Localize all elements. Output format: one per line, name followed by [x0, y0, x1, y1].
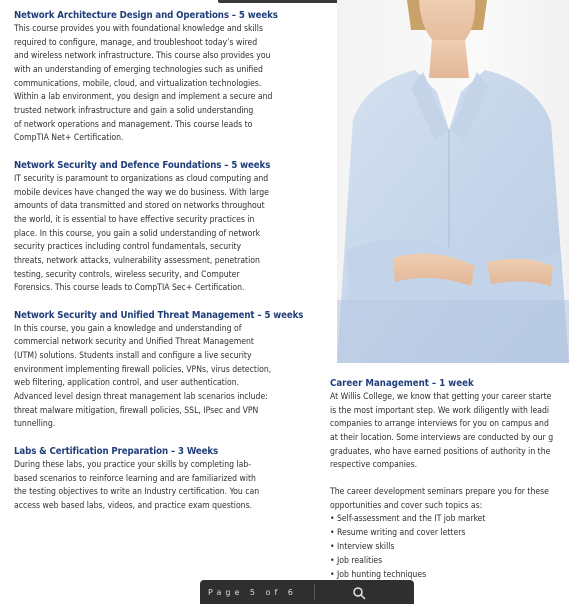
- list-item: • Self-assessment and the IT job market: [330, 514, 486, 525]
- pdf-viewer-toolbar[interactable]: [200, 580, 414, 604]
- career-title: Career Management – 1 week: [330, 378, 474, 389]
- list-item: • Job hunting techniques: [330, 569, 427, 580]
- zoom-icon[interactable]: [352, 585, 366, 604]
- toolbar-divider: [314, 584, 315, 600]
- list-item: • Interview skills: [330, 542, 395, 553]
- course-description: In this course, you gain a knowledge and understanding of commercial network security and Unified Threat Management (UTM) solutions. Students install and configure a live security environment implementing firewall policies, VPNs, virus detection, web filtering, application control, and user authentication. Advanced level design threat management lab scenarios include: threat malware mitigation, firewall policies, SSL, IPsec and VPN tunnelling.: [14, 323, 272, 430]
- course-section: [14, 445, 306, 514]
- course-title: Labs & Certification Preparation – 3 Weeks: [14, 446, 219, 458]
- course-title: Network Security and Defence Foundations – 5 weeks: [14, 159, 271, 171]
- list-item: • Job realities: [330, 555, 383, 566]
- course-description: IT security is paramount to organizations as cloud computing and mobile devices have changed the way we do business. With large amounts of data transmitted and stored on networks throughout the world, it is essential to have effective security practices in place. In this course, you gain a solid understanding of network security practices including control fundamentals, security threats, network attacks, vulnerability assessment, penetration testing, security controls, wireless security, and Computer Forensics. This course leads to CompTIA Sec+ Certification.: [14, 173, 269, 294]
- career-section: [330, 377, 569, 583]
- woman-illustration: [337, 0, 569, 363]
- list-item: • Resume writing and cover letters: [330, 528, 466, 539]
- course-section: [14, 9, 306, 146]
- course-title: Network Security and Unified Threat Management – 5 weeks: [14, 309, 304, 321]
- career-topic-list: [330, 513, 569, 583]
- course-list: [14, 9, 306, 527]
- course-description: This course provides you with foundational knowledge and skills required to configure, manage, and troubleshoot today’s wired and wireless network infrastructure. This course also provides you with an understanding of emerging technologies such as unified communications, mobile, cloud, and virtualization technologies. Within a lab environment, you design and implement a secure and trusted network infrastructure and gain a solid understanding of network operations and management. This course leads to CompTIA Net+ Certification.: [14, 24, 273, 144]
- career-paragraph: At Willis College, we know that getting your career starte is the most important step. We work diligently with leadi companies to arrange interviews for you on campus and at their location. Some interviews are conducted by our g graduates, who have earned positions of authority in the respective companies.: [330, 392, 554, 471]
- course-section: [14, 309, 306, 432]
- student-photo: [337, 0, 569, 363]
- career-paragraph: The career development seminars prepare you for these opportunities and cover such topics as:: [330, 486, 549, 511]
- course-title: Network Architecture Design and Operations – 5 weeks: [14, 10, 278, 21]
- course-description: During these labs, you practice your skills by completing lab- based scenarios to reinforce learning and are familiarized with the testing objectives to write an Industry certification. You can access web based labs, videos, and practice exam questions.: [14, 460, 260, 512]
- page-indicator: Page 5 of 6: [208, 588, 297, 597]
- course-section: [14, 159, 306, 296]
